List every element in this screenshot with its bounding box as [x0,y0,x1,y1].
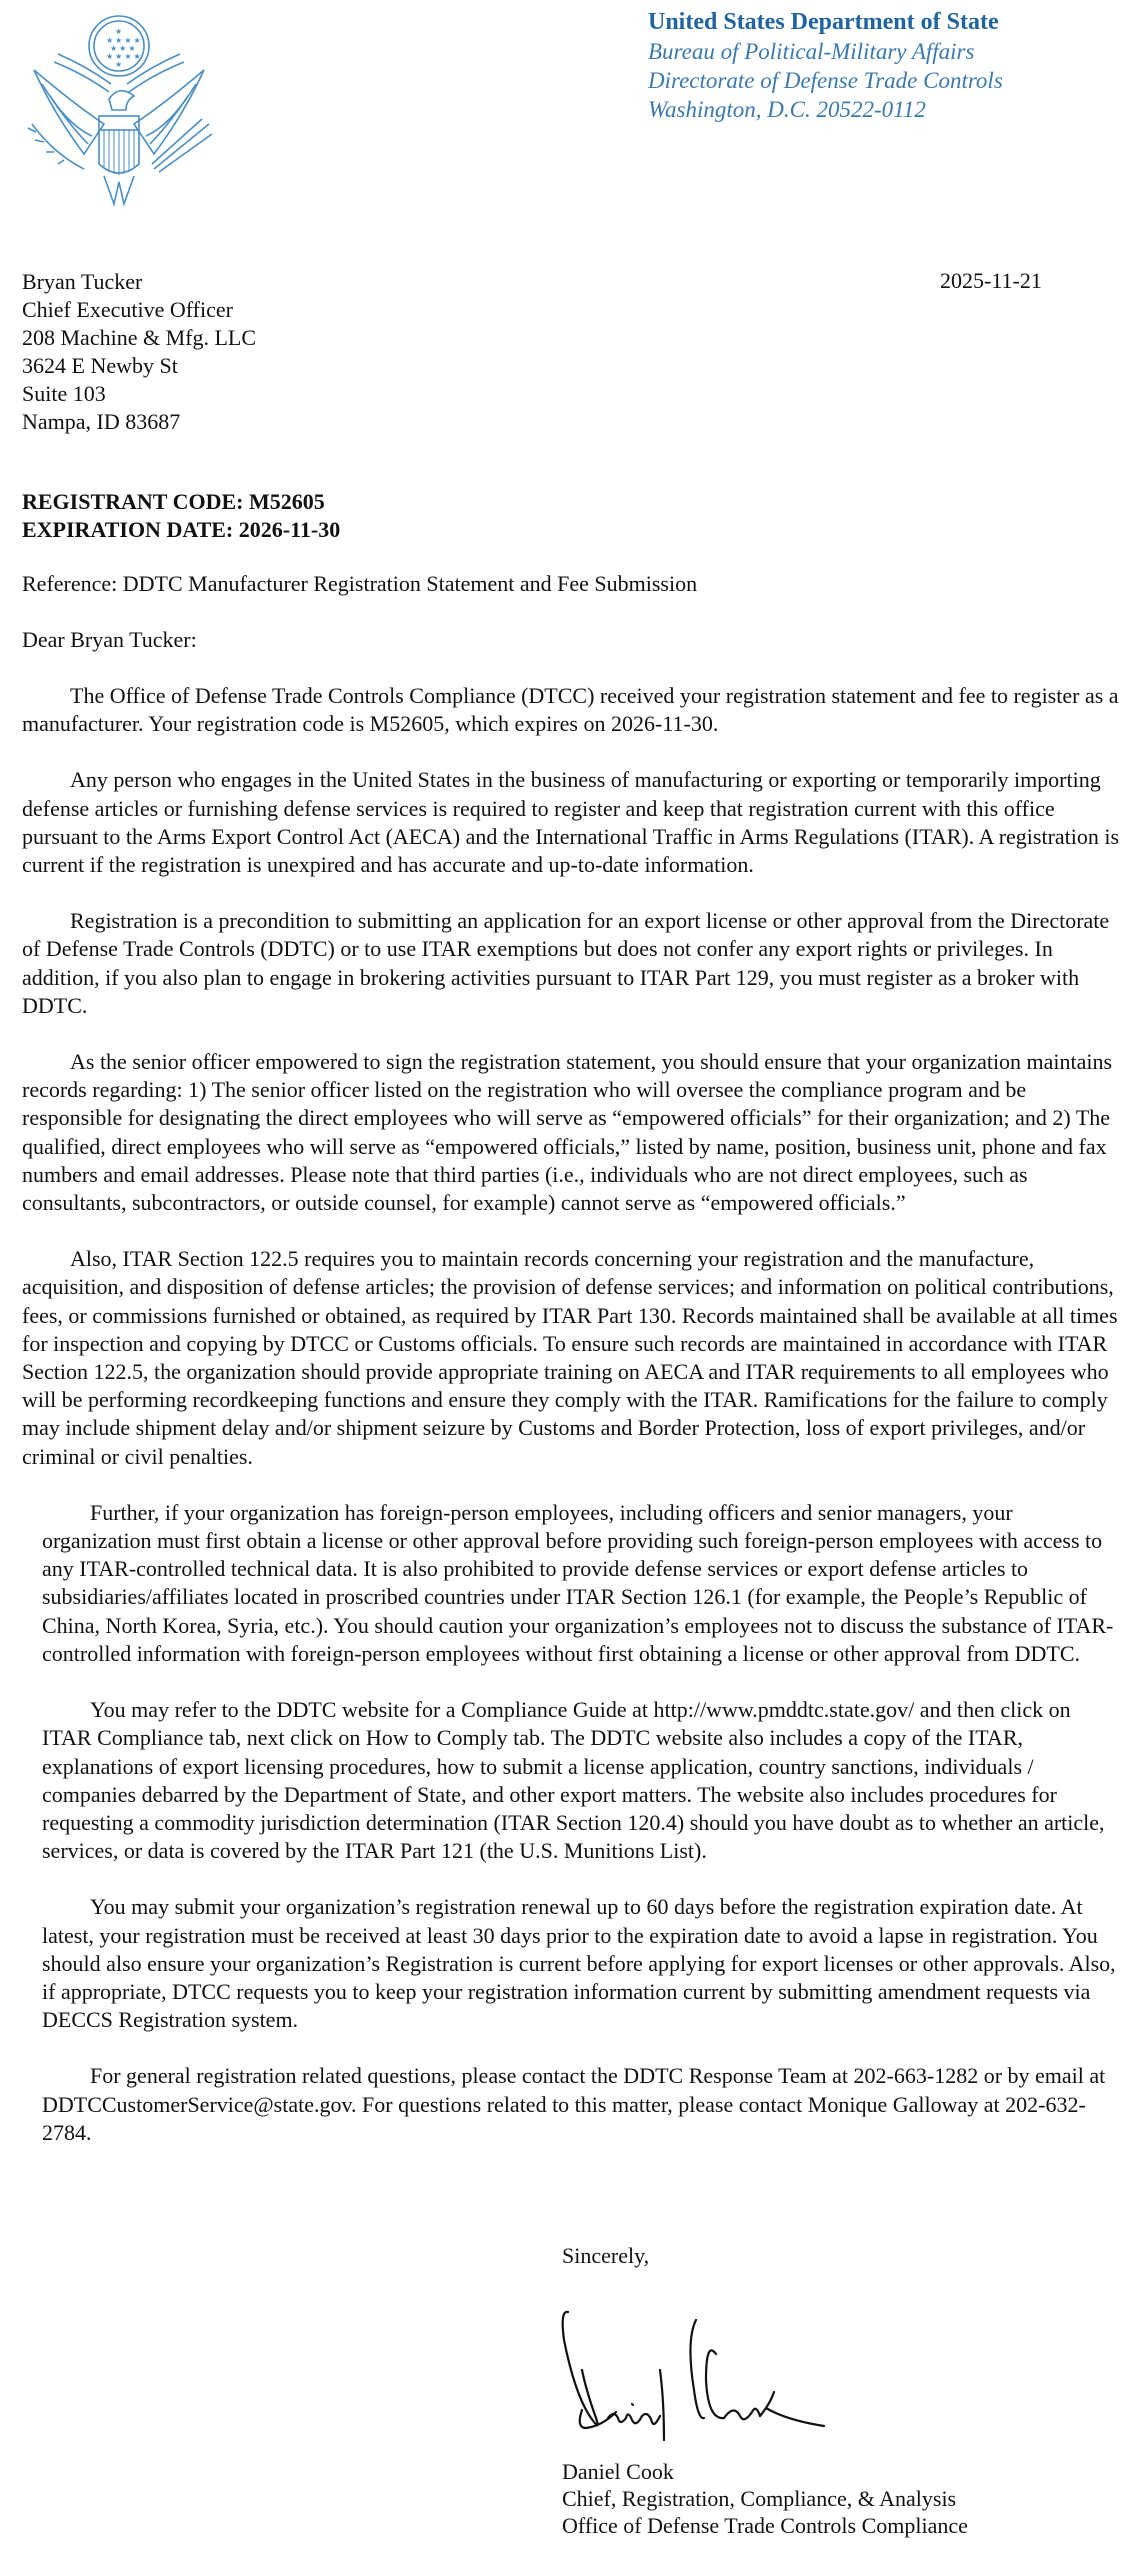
svg-text:★ ★ ★: ★ ★ ★ [110,44,136,53]
body-paragraph: You may refer to the DDTC website for a Compliance Guide at http://www.pmddtc.state.gov/ and then click on ITAR Compliance tab, next click on How to Comply tab. The DDTC website also includes a copy of the ITAR, explanations of export licensing procedures, how to submit a license application, country sanctions, individuals / companies debarred by the Department of State, and other export matters. The website also includes procedures for requesting a commodity jurisdiction determination (ITAR Section 120.4) should you have doubt as to whether an article, services, or data is covered by the ITAR Part 121 (the U.S. Munitions List). [42,1697,1105,1864]
recipient-address [22,268,256,436]
recipient-name: Bryan Tucker [22,269,143,294]
svg-text:★: ★ [115,60,123,69]
signer-name: Daniel Cook [562,2459,674,2484]
signer-office: Office of Defense Trade Controls Compliance [562,2513,968,2538]
letterhead [648,8,1003,124]
body-paragraph: Further, if your organization has foreign-person employees, including officers and senior managers, your organization must first obtain a license or other approval before providing such foreign-person employees with access to any ITAR-controlled technical data. It is also prohibited to provide defense services or export defense articles to subsidiaries/affiliates located in proscribed countries under ITAR Section 126.1 (for example, the People’s Republic of China, North Korea, Syria, etc.). You should caution your organization’s employees not to discuss the substance of ITAR-controlled information with foreign-person employees without first obtaining a license or other approval from DDTC. [42,1499,1114,1666]
letter-date: 2025-11-21 [940,268,1042,293]
body-paragraph: You may submit your organization’s registration renewal up to 60 days before the registration expiration date. At latest, your registration must be received at least 30 days prior to the expiration date to avoid a lapse in registration. You should also ensure your organization’s Registration is current before applying for export licenses or other approvals. Also, if appropriate, DTCC requests you to keep your registration information current by submitting amendment requests via DECCS Registration system. [42,1894,1116,2033]
registrant-code: REGISTRANT CODE: M52605 [22,489,325,514]
us-department-of-state-seal-icon [14,4,224,214]
body-paragraph: The Office of Defense Trade Controls Compliance (DTCC) received your registration statement and fee to register as a manufacturer. Your registration code is M52605, which expires on 2026-11-30. [22,683,1119,737]
office-address: Washington, D.C. 20522-0112 [648,97,926,122]
body-paragraph: Also, ITAR Section 122.5 requires you to maintain records concerning your registration and the manufacture, acquisition, and disposition of defense articles; the provision of defense services; and information on political contributions, fees, or commissions furnished or obtained, as required by ITAR Part 130. Records maintained shall be available at all times for inspection and copying by DTCC or Customs officials. To ensure such records are maintained in accordance with ITAR Section 122.5, the organization should provide appropriate training on AECA and ITAR requirements to all employees who will be performing recordkeeping functions and ensure they comply with the ITAR. Ramifications for the failure to comply may include shipment delay and/or shipment seizure by Customs and Border Protection, loss of export privileges, and/or criminal or civil penalties. [22,1246,1118,1469]
bureau-name: Bureau of Political-Military Affairs [648,39,975,64]
letter-body [22,682,1122,2175]
signer-title: Chief, Registration, Compliance, & Analysis [562,2486,957,2511]
recipient-company: 208 Machine & Mfg. LLC [22,325,257,350]
closing: Sincerely, [562,2243,650,2268]
body-paragraph: As the senior officer empowered to sign the registration statement, you should ensure that your organization maintains records regarding: 1) The senior officer listed on the registration who will oversee the compliance program and be responsible for designating the direct employees who will serve as “empowered officials” for their organization; and 2) The qualified, direct employees who will serve as “empowered officials,” listed by name, position, business unit, phone and fax numbers and email addresses. Please note that third parties (i.e., individuals who are not direct employees, such as consultants, subcontractors, or outside counsel, for example) cannot serve as “empowered officials.” [22,1049,1113,1216]
recipient-city-state-zip: Nampa, ID 83687 [22,409,181,434]
directorate-name: Directorate of Defense Trade Controls [648,68,1003,93]
body-paragraph: Any person who engages in the United States in the business of manufacturing or exporting or temporarily importing defense articles or furnishing defense services is required to register and keep that registration current with this office pursuant to the Arms Export Control Act (AECA) and the International Traffic in Arms Regulations (ITAR). A registration is current if the registration is unexpired and has accurate and up-to-date information. [22,767,1120,878]
svg-text:★ ★ ★ ★: ★ ★ ★ ★ [106,52,141,61]
reference-line: Reference: DDTC Manufacturer Registration Statement and Fee Submission [22,571,698,596]
expiration-date: EXPIRATION DATE: 2026-11-30 [22,517,341,542]
svg-text:★: ★ [115,27,123,36]
svg-text:★ ★ ★ ★: ★ ★ ★ ★ [106,36,141,45]
recipient-street: 3624 E Newby St [22,353,178,378]
registration-info [22,488,340,544]
signer-block [562,2458,968,2539]
handwritten-signature-icon [556,2300,876,2460]
department-name: United States Department of State [648,9,999,35]
salutation: Dear Bryan Tucker: [22,627,197,652]
body-paragraph: Registration is a precondition to submitting an application for an export license or other approval from the Directorate of Defense Trade Controls (DDTC) or to use ITAR exemptions but does not confer any export rights or privileges. In addition, if you also plan to engage in brokering activities pursuant to ITAR Part 129, you must register as a broker with DDTC. [22,908,1110,1018]
body-paragraph: For general registration related questions, please contact the DDTC Response Team at 202-663-1282 or by email at DDTCCustomerService@state.gov. For questions related to this matter, please contact Monique Galloway at 202-632-2784. [42,2063,1106,2145]
recipient-suite: Suite 103 [22,381,106,406]
recipient-title: Chief Executive Officer [22,297,233,322]
